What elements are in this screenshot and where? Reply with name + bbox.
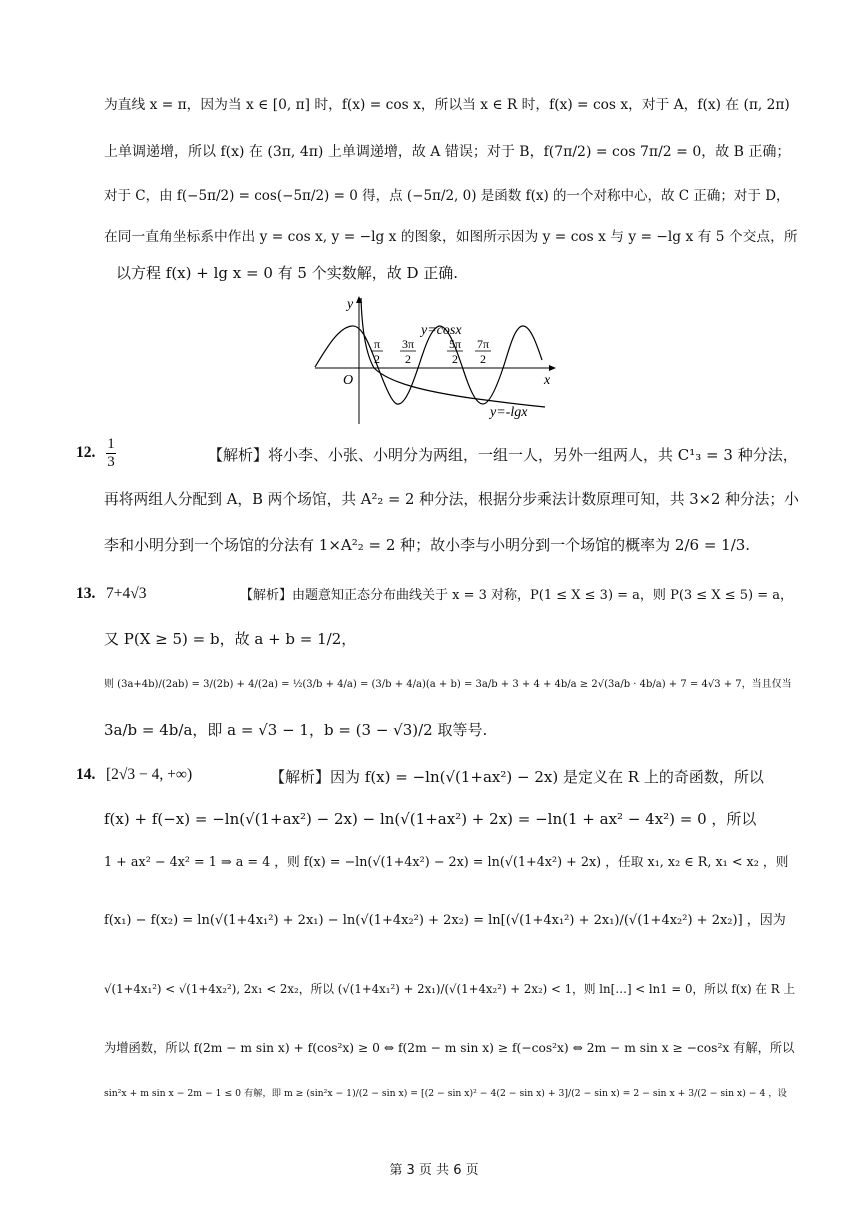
q13-number: 13. (76, 585, 96, 602)
q13-line-3: 则 (3a+4b)/(2ab) = 3/(2b) + 4/(2a) = ½(3/b + 4/a) = (3/b + 4/a)(a + b) = 3a/b + 3 + 4 + 4b/a ≥ 2√(3a/b · 4b/a) + 7 = 4√3 + 7，当且仅当 (104, 679, 792, 690)
q11-line-1: 为直线 x = π，因为当 x ∈ [0, π] 时，f(x) = cos x，所以当 x ∈ R 时，f(x) = cos x，对于 A，f(x) 在 (π, 2π) (104, 97, 790, 113)
q14-line-3: 1 + ax² − 4x² = 1 ⇒ a = 4 ，则 f(x) = −ln(√(1+4x²) − 2x) = ln(√(1+4x²) + 2x) ，任取 x₁, x₂ ∈ R, x₁ < x₂ ，则 (104, 855, 789, 870)
q11-line-2: 上单调递增，所以 f(x) 在 (3π, 4π) 上单调递增，故 A 错误；对于 B，f(7π/2) = cos 7π/2 = 0，故 B 正确； (104, 144, 791, 160)
svg-text:3π: 3π (401, 337, 415, 351)
tick-label-7pi-over-2 (475, 337, 491, 366)
svg-text:π: π (373, 337, 381, 351)
q12-line-2: 再将两组人分配到 A，B 两个场馆，共 A²₂ = 2 种分法，根据分步乘法计数原理可知，共 3×2 种分法；小 (104, 491, 799, 508)
q12-answer-denominator: 3 (107, 454, 115, 470)
q12-line-3: 李和小明分到一个场馆的分法有 1×A²₂ = 2 种；故小李与小明分到一个场馆的概率为 2/6 = 1/3. (104, 536, 751, 554)
svg-text:2: 2 (405, 352, 411, 366)
q13-answer: 7+4√3 (106, 585, 147, 602)
q14-number: 14. (76, 766, 96, 783)
svg-text:2: 2 (452, 352, 458, 366)
page-footer: 第 3 页 共 6 页 (389, 1163, 479, 1178)
q12-answer (106, 436, 116, 471)
y-axis-label: y (347, 297, 354, 312)
q14-line-5: √(1+4x₁²) < √(1+4x₂²), 2x₁ < 2x₂，所以 (√(1+4x₁²) + 2x₁)/(√(1+4x₂²) + 2x₂) < 1，则 ln[…] < ln1 = 0，所以 f(x) 在 R 上 (104, 982, 796, 996)
q12-line-1: 【解析】将小李、小张、小明分为两组，一组一人，另外一组两人，共 C¹₃ = 3 种分法， (208, 446, 798, 464)
q14-line-7: sin²x + m sin x − 2m − 1 ≤ 0 有解，即 m ≥ (sin²x − 1)/(2 − sin x) = [(2 − sin x)² − 4(2 − sin x) + 3]/(2 − sin x) = 2 − sin x + 3/(2 − sin x) − 4 ，设 (104, 1088, 787, 1099)
q14-line-2: f(x) + f(−x) = −ln(√(1+ax²) − 2x) − ln(√(1+ax²) + 2x) = −ln(1 + ax² − 4x²) = 0 ，所以 (104, 810, 757, 828)
x-axis-arrow (549, 365, 556, 371)
q13-line-1: 【解析】由题意知正态分布曲线关于 x = 3 对称，P(1 ≤ X ≤ 3) = a，则 P(3 ≤ X ≤ 5) = a， (240, 588, 793, 603)
q11-line-3: 对于 C，由 f(−5π/2) = cos(−5π/2) = 0 得，点 (−5π/2, 0) 是函数 f(x) 的一个对称中心，故 C 正确；对于 D， (104, 188, 790, 204)
q14-answer: [2√3 − 4, +∞) (106, 766, 193, 783)
svg-text:2: 2 (480, 352, 486, 366)
q14-line-1: 【解析】因为 f(x) = −ln(√(1+ax²) − 2x) 是定义在 R 上的奇函数，所以 (270, 768, 764, 786)
q11-line-4: 在同一直角坐标系中作出 y = cos x, y = −lg x 的图象，如图所示因为 y = cos x 与 y = −lg x 有 5 个交点，所 (104, 229, 798, 245)
q12-answer-numerator: 1 (107, 436, 115, 452)
origin-label: O (343, 373, 354, 388)
svg-text:2: 2 (374, 352, 380, 366)
cos-curve-label: y=cosx (421, 323, 462, 338)
q11-line-5: 以方程 f(x) + lg x = 0 有 5 个实数解，故 D 正确. (116, 264, 459, 282)
x-axis-label: x (544, 373, 551, 388)
q14-line-6: 为增函数，所以 f(2m − m sin x) + f(cos²x) ≥ 0 ⇔ f(2m − m sin x) ≥ f(−cos²x) ⇔ 2m − m sin x ≥ −cos²x 有解，所以 (104, 1041, 795, 1055)
svg-text:5π: 5π (448, 337, 462, 351)
tick-label-3pi-over-2 (400, 337, 416, 366)
tick-label-pi-over-2 (371, 337, 383, 366)
function-graph (300, 292, 570, 427)
q13-line-4: 3a/b = 4b/a，即 a = √3 − 1，b = (3 − √3)/2 取等号. (104, 721, 488, 739)
q12-number: 12. (76, 444, 96, 461)
q13-line-2: 又 P(X ≥ 5) = b，故 a + b = 1/2， (104, 630, 357, 648)
q14-line-4: f(x₁) − f(x₂) = ln(√(1+4x₁²) + 2x₁) − ln(√(1+4x₂²) + 2x₂) = ln[(√(1+4x₁²) + 2x₁)/(√(1+4x₂²) + 2x₂)] ，因为 (104, 913, 786, 928)
svg-text:7π: 7π (476, 337, 490, 351)
neg-lg-curve-label: y=-lgx (490, 405, 528, 420)
